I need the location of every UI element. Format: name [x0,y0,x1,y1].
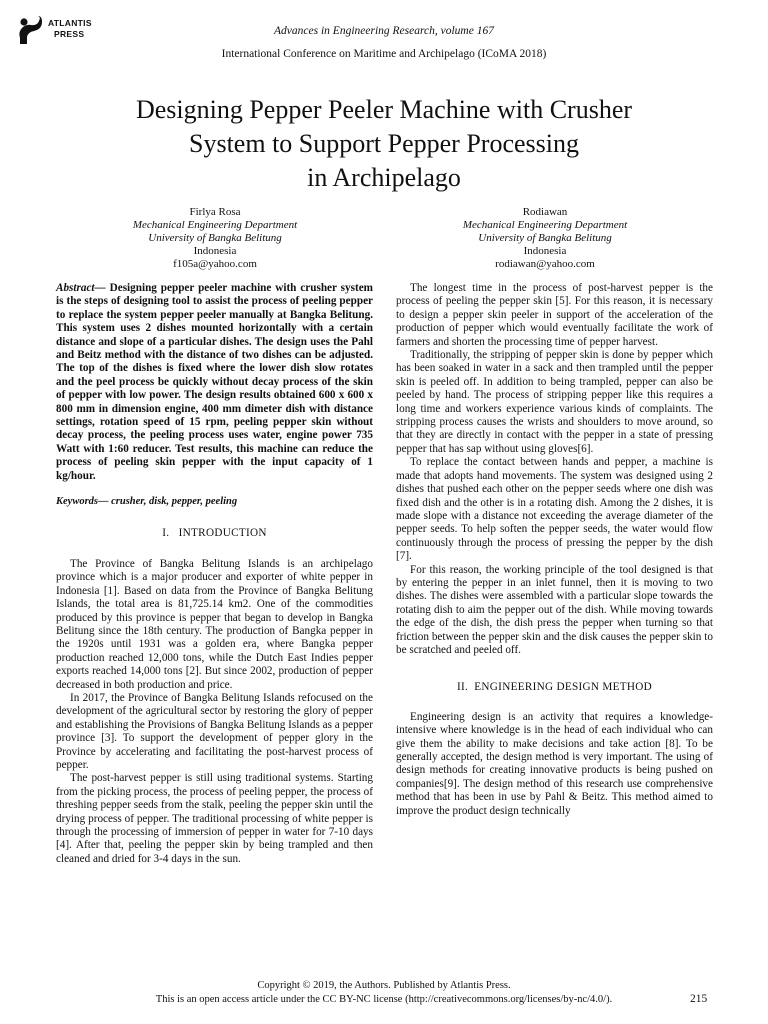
right-column [396,282,713,818]
author-university: University of Bangka Belitung [148,232,282,244]
title-line-1: Designing Pepper Peeler Machine with Crusher [135,95,633,124]
keywords-label: Keywords— [56,496,109,508]
left-column [56,282,373,866]
intro-paragraph: In 2017, the Province of Bangka Belitung Islands refocused on the development of the agricultural sector by restoring the glory of pepper and establishing the Provisions of Bangka Belitung Islands as a pepper province [3]. To support the development of pepper glory in the Province by accelerating and facilitating the post-harvest process of pepper. [56,691,373,771]
keywords-text: crusher, disk, pepper, peeling [108,496,238,508]
author-country: Indonesia [523,245,567,257]
logo-line-2: PRESS [54,29,85,39]
body-paragraph: Engineering design is an activity that requires a knowledge-intensive where knowledge is in the head of each individual who can give them the ability to make decisions and take action [8]. To be generally accepted, the design method is very important. The using of design methods for creating innovative products is being pushed on companies[9]. The design method of this research use comprehensive method that has been in use by Pahl & Beitz. This method aimed to improve the product design technically [396,710,713,817]
title-line-2: System to Support Pepper Processing [189,129,579,158]
author-name: Rodiawan [522,206,568,218]
author-university: University of Bangka Belitung [478,232,612,244]
abstract [56,282,373,483]
footer-license[interactable]: This is an open access article under the CC BY-NC license (http://creativecommons.org/licenses/by-nc/4.0/). [155,994,613,1005]
title-line-3: in Archipelago [307,163,461,192]
series-header: Advances in Engineering Research, volume 167 [274,25,494,37]
section-heading-engineering-design: II. ENGINEERING DESIGN METHOD [456,681,653,694]
body-paragraph: For this reason, the working principle of the tool designed is that by entering the pepper in an inlet funnel, then it is moving to two dishes. The dishes were assembled with a particular slope towards the rotating dish to aim the pepper out of the dish. While moving towards the edge of the dish, the dish press the pepper when turning so that friction between the pepper skin and the disk causes the pepper skin to be scratched and peeled off. [396,563,713,656]
body-paragraph: To replace the contact between hands and pepper, a machine is made that adopts hand movements. The system was designed using 2 dishes that pushed each other on the pepper seeds where one dish was fixed dish and the other is in a rotating dish. Among the 2 dishes, it is made slope with a distance not exceeding the average diameter of the pepper seeds. To help soften the pepper seeds, the water would flow continuously through the process of pressing the pepper by the dish [7]. [396,456,713,563]
body-paragraph: The longest time in the process of post-harvest pepper is the process of peeling the pepper skin [5]. For this reason, it is necessary to design a pepper skin peeler in support of the acceleration of the production of pepper which would eventually facilitate the work of farmers and shorten the processing time of pepper harvest. [396,282,713,348]
intro-paragraph: The Province of Bangka Belitung Islands is an archipelago province which is a major producer and exporter of white pepper in Indonesia [1]. Based on data from the Province of Bangka Belitung Islands, the total area is 81,725.14 km2. One of the commodities produced by this province is pepper that began to develop in Bangka Belitung since the 18th century. The production of Bangka pepper in the 1920s until 1931 was a golden era, where Bangka pepper production reached 12,000 tons, while the Dutch East Indies pepper exports reached 14,000 tons [2]. But since 2002, production of pepper decreased in both production and price. [56,557,373,691]
author-name: Firlya Rosa [189,206,241,218]
author-country: Indonesia [193,245,237,257]
author-email[interactable]: rodiawan@yahoo.com [495,258,595,270]
abstract-text: Designing pepper peeler machine with crusher system is the steps of designing tool to assist the process of peeling pepper to replace the system pepper peeler manually at Bangka Belitung. This system uses 2 dishes mounted horizontally with a certain distance and slope of a particular dishes. The design uses the Pahl and Beitz method with the distance of two dishes can be adjusted. The top of the dishes is fixed where the lower dish slow rotates and the peel process be quickly without decay process of the skin of pepper with low power. The design results obtained 600 x 600 x 800 mm in dimension engine, 400 mm dimeter dish with distance settings, rotation speed of 15 rpm, peeling pepper skin without decay process, the peeling process uses water, engine power 735 Watt with 1:60 reducer. Test results, this machine can reduce the process of peeling skin pepper with the input capacity of 1 kg/hour. [56,282,373,482]
section-heading-introduction: I. INTRODUCTION [162,526,267,539]
page-number: 215 [690,993,708,1005]
abstract-label: Abstract— [56,282,106,294]
author-block-1 [95,206,335,271]
author-department: Mechanical Engineering Department [462,219,628,231]
logo-line-1: ATLANTIS [48,18,92,28]
footer-copyright: Copyright © 2019, the Authors. Published by Atlantis Press. [257,980,511,991]
keywords [56,495,373,508]
body-paragraph: Traditionally, the stripping of pepper skin is done by pepper which has been soaked in water in a sack and then trampled until the pepper skin is peeled off. In addition to being trampled, pepper can also be peeled by hand. The process of stripping pepper like this requires a long time and workers experience various kinds of complaints. The stripping process causes the wrists and shoulders to move around, so that they are directly in contact with the pepper in a state of pressing pepper that has sap without using gloves[6]. [396,349,713,455]
author-department: Mechanical Engineering Department [132,219,298,231]
paper-title [40,93,728,195]
author-block-2 [425,206,665,271]
author-email[interactable]: f105a@yahoo.com [173,258,257,270]
intro-paragraph: The post-harvest pepper is still using traditional systems. Starting from the picking process, the process of peeling pepper, the process of threshing pepper seeds from the stalk, peeling the pepper skin until the drying process of pepper. The traditional processing of white pepper is through the processing of immersion of pepper in water for 7-10 days [4]. After that, peeling the pepper skin by being trampled and then cleaned and dried for 3-4 days in the sun. [56,772,373,865]
conference-header: International Conference on Maritime and Archipelago (ICoMA 2018) [221,48,547,60]
